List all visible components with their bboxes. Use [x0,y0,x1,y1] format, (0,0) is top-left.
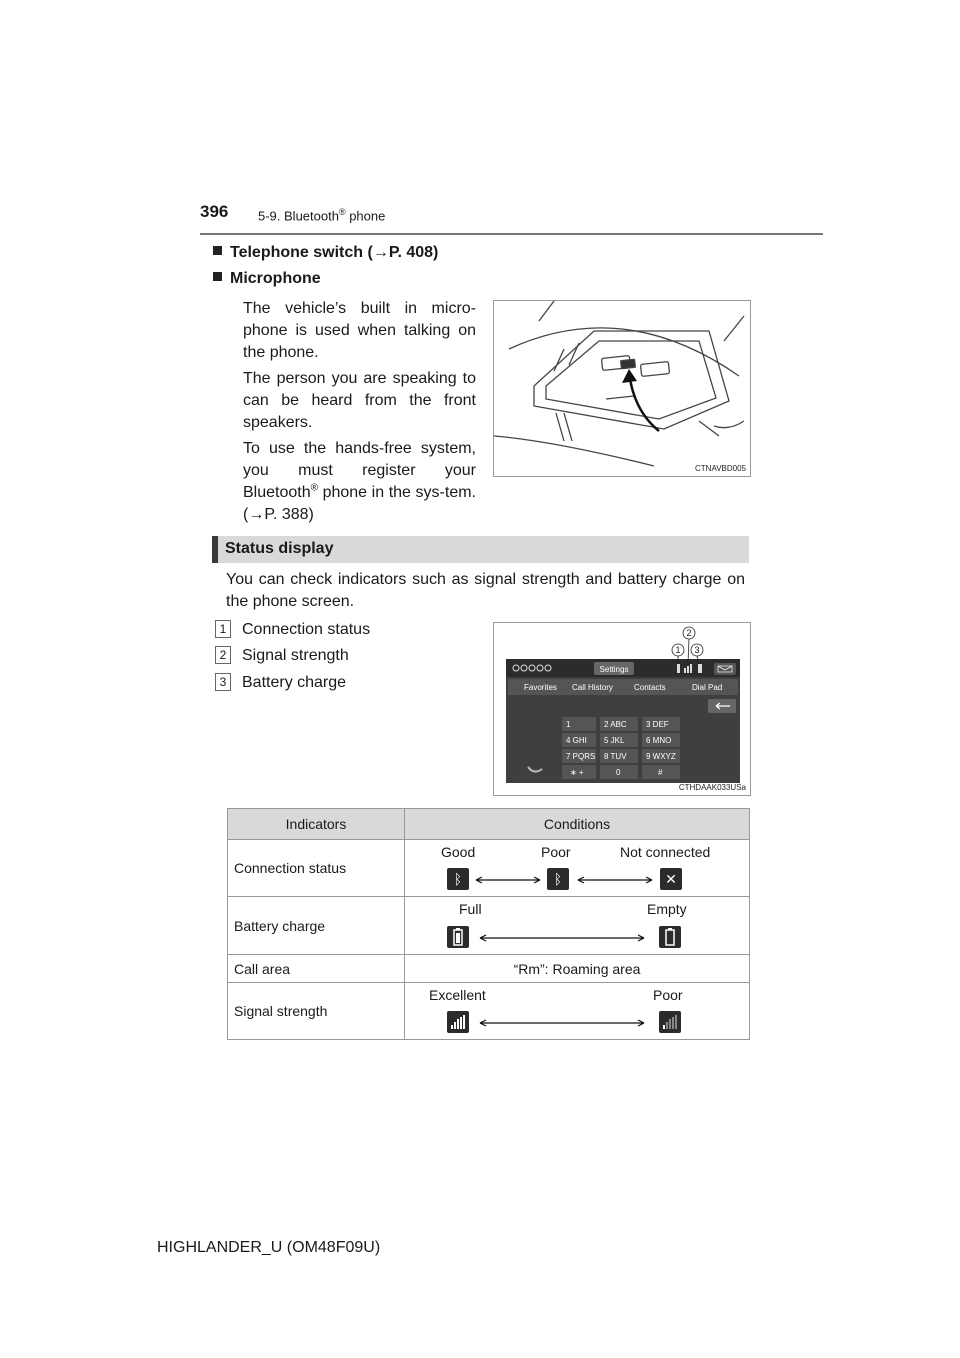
condition-label: Poor [653,987,683,1003]
table-row [228,897,750,955]
screen-tab-contacts: Contacts [634,683,666,692]
microphone-para-3: To use the hands-free system, you must register your Bluetooth® phone in the sys-tem. (→P. 388) [243,440,476,523]
list-item: 2 Signal strength [215,646,349,665]
indicator-name: Connection status [228,840,405,897]
indicator-name: Battery charge [228,897,405,955]
double-arrow-icon [473,875,543,885]
battery-full-icon [447,926,469,948]
figure-code: CTNAVBD005 [695,464,746,473]
condition-value: “Rm”: Roaming area [405,955,750,983]
header-rule [200,233,823,235]
double-arrow-icon [477,1018,647,1028]
screen-tab-call-history: Call History [572,683,613,692]
callout-3: 3 [694,645,700,655]
dial-key: 5 JKL [604,736,625,745]
condition-label: Not connected [620,844,711,860]
page-number: 396 [200,202,229,221]
microphone-para-2: The person you are speaking to can be heard from the front speakers. [243,370,476,431]
dial-key: 6 MNO [646,736,672,745]
microphone-heading: Microphone [213,270,321,288]
dial-key: 3 DEF [646,720,669,729]
dial-key: 1 [566,720,571,729]
column-header: Conditions [405,809,750,840]
status-display-intro: You can check indicators such as signal strength and battery charge on the phone screen. [226,571,745,610]
overhead-console-illustration [494,301,750,476]
table-row [228,840,750,897]
dial-key: 0 [616,768,621,777]
status-display-title: Status display [225,540,334,557]
telephone-switch-heading: Telephone switch (→P. 408) [213,244,438,262]
indicators-table [227,808,750,1040]
battery-empty-icon [659,926,681,948]
table-row [228,955,750,983]
callout-1: 1 [675,645,681,655]
screen-settings-label: Settings [599,665,629,674]
bullet-square-icon [213,272,222,281]
condition-label: Excellent [429,987,486,1003]
microphone-figure [493,300,751,477]
double-arrow-icon [477,933,647,943]
dial-key: 4 GHI [566,736,587,745]
signal-excellent-icon [447,1011,469,1033]
dial-key: 9 WXYZ [646,752,676,761]
phone-disconnected-icon: ✕ [660,868,682,890]
table-header-row [228,809,750,840]
condition-label: Poor [541,844,571,860]
condition-label: Empty [647,901,687,917]
list-item: 3 Battery charge [215,673,346,692]
dial-key: 7 PQRS [566,752,596,761]
list-item: 1 Connection status [215,620,370,639]
figure-code: CTHDAAK033USa [678,783,746,792]
microphone-para-1: The vehicle’s built in micro-phone is used when talking on the phone. [243,300,476,361]
section-title: 5-9. Bluetooth® phone [258,207,386,224]
status-display-section-bar [212,536,749,563]
dial-key: ∗ + [570,768,584,777]
dial-key: 2 ABC [604,720,627,729]
bluetooth-icon: ᛒ [447,868,469,890]
condition-label: Full [459,901,482,917]
indicator-name: Signal strength [228,983,405,1040]
dial-key: # [658,768,663,777]
table-row [228,983,750,1040]
footer-model: HIGHLANDER_U (OM48F09U) [157,1239,381,1256]
bullet-square-icon [213,246,222,255]
callout-2: 2 [686,628,692,638]
bluetooth-icon: ᛒ [547,868,569,890]
screen-tab-favorites: Favorites [524,683,557,692]
phone-screen-illustration [494,623,750,795]
phone-screen-figure [493,622,751,796]
condition-label: Good [441,844,476,860]
indicator-name: Call area [228,955,405,983]
screen-tab-dial-pad: Dial Pad [692,683,723,692]
column-header: Indicators [228,809,405,840]
dial-key: 8 TUV [604,752,627,761]
double-arrow-icon [575,875,655,885]
signal-poor-icon [659,1011,681,1033]
